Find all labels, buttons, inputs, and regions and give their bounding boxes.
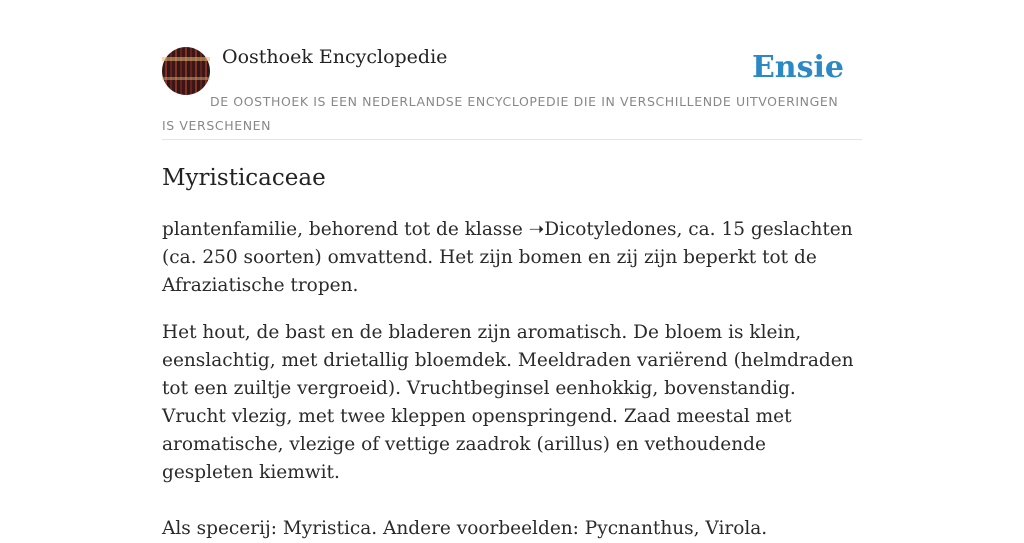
paragraph-text: plantenfamilie, behorend tot de klasse (162, 219, 529, 240)
dicotyledones-link[interactable]: ➝Dicotyledones (528, 219, 677, 240)
site-header (162, 46, 862, 140)
paragraph-text: , ca. 15 geslachten (ca. 250 soorten) omvattend. Het zijn bomen en zij zijn beperkt tot de Afraziatische tropen. (162, 219, 853, 296)
site-logo-avatar[interactable] (162, 47, 210, 95)
article (162, 162, 862, 543)
article-paragraph-3: Als specerij: Myristica. Andere voorbeelden: Pycnanthus, Virola. (162, 518, 768, 539)
ensie-brand-link[interactable]: Ensie (751, 50, 844, 85)
article-paragraph-1 (162, 216, 862, 300)
site-name[interactable]: Oosthoek Encyclopedie (222, 46, 448, 68)
article-paragraph-2: Het hout, de bast en de bladeren zijn aromatisch. De bloem is klein, eenslachtig, met drietallig bloemdek. Meeldraden variërend (helmdraden tot een zuiltje vergroeid). Vruchtbeginsel eenhokkig, bovenstandig. Vrucht vlezig, met twee kleppen openspringend. Zaad meestal met aromatische, vlezige of vettige zaadrok (arillus) en vethoudende gespleten kiemwit. (162, 322, 854, 483)
article-title: Myristicaceae (162, 165, 326, 191)
site-tagline: DE OOSTHOEK IS EEN NEDERLANDSE ENCYCLOPEDIE DIE IN VERSCHILLENDE UITVOERINGEN IS VERSCHENEN (162, 94, 839, 133)
